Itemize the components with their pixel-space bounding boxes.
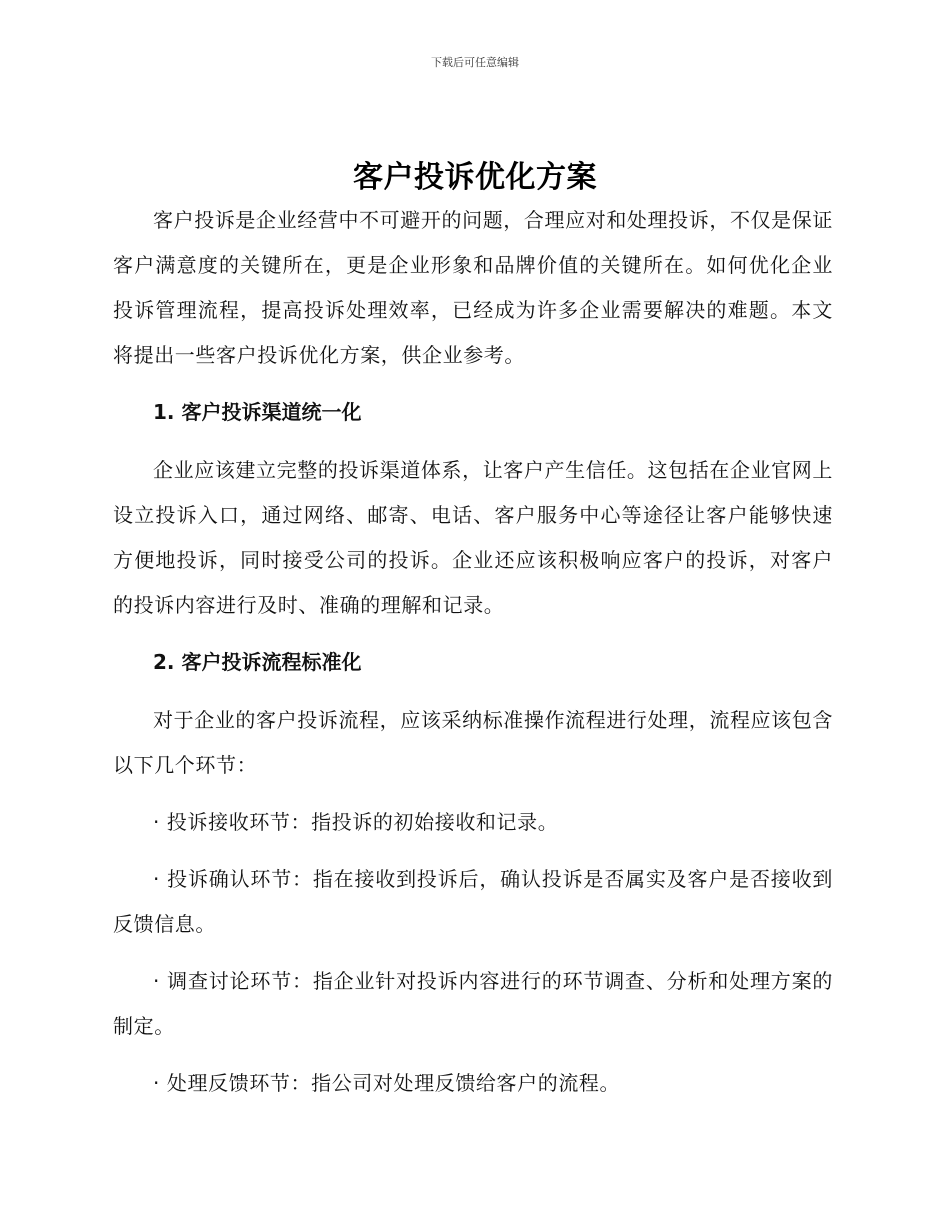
section-heading-1: 1. 客户投诉渠道统一化 <box>153 400 362 424</box>
document-title: 客户投诉优化方案 <box>353 160 597 195</box>
bullet-item-investigate: · 调查讨论环节：指企业针对投诉内容进行的环节调查、分析和处理方案的制定。 <box>113 969 833 1038</box>
document-body <box>113 198 833 1106</box>
bullet-item-feedback: · 处理反馈环节：指公司对处理反馈给客户的流程。 <box>153 1071 621 1095</box>
header-note: 下载后可任意编辑 <box>431 56 519 69</box>
section-body-1: 企业应该建立完整的投诉渠道体系，让客户产生信任。这包括在企业官网上设立投诉入口，通过网络、邮寄、电话、客户服务中心等途径让客户能够快速方便地投诉，同时接受公司的投诉。企业还应该积极响应客户的投诉，对客户的投诉内容进行及时、准确的理解和记录。 <box>113 458 833 617</box>
bullet-item-confirm: · 投诉确认环节：指在接收到投诉后，确认投诉是否属实及客户是否接收到反馈信息。 <box>113 867 833 936</box>
section-heading-2: 2. 客户投诉流程标准化 <box>153 650 362 674</box>
intro-paragraph: 客户投诉是企业经营中不可避开的问题，合理应对和处理投诉，不仅是保证客户满意度的关键所在，更是企业形象和品牌价值的关键所在。如何优化企业投诉管理流程，提高投诉处理效率，已经成为许多企业需要解决的难题。本文将提出一些客户投诉优化方案，供企业参考。 <box>113 208 833 367</box>
bullet-item-receive: · 投诉接收环节：指投诉的初始接收和记录。 <box>153 810 559 834</box>
section-body-2: 对于企业的客户投诉流程，应该采纳标准操作流程进行处理，流程应该包含以下几个环节： <box>113 708 833 777</box>
